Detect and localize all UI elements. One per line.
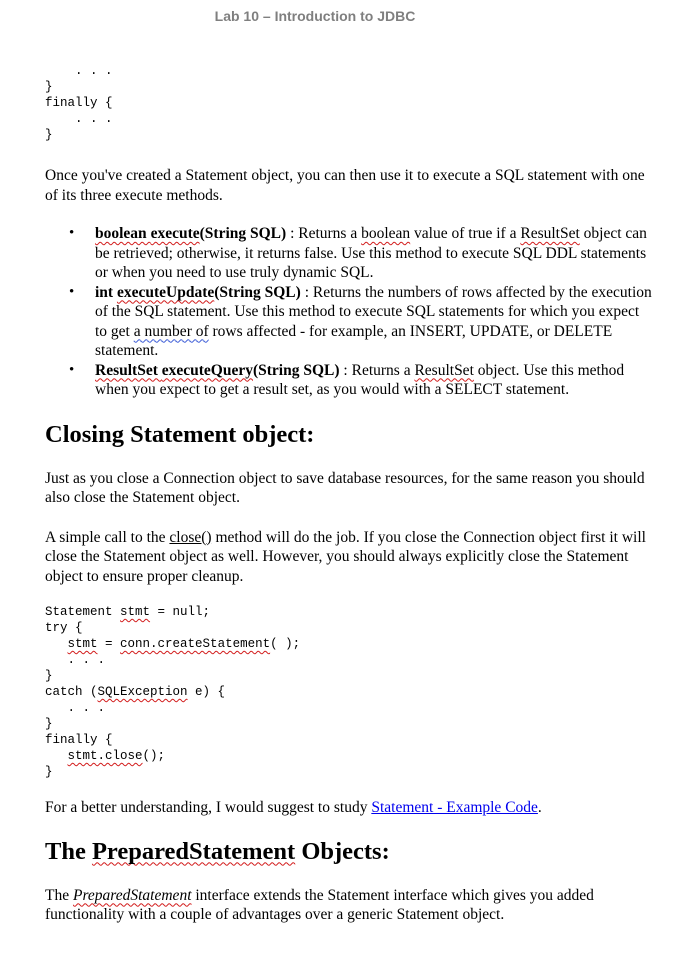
- section-heading-prepared-statement: The PreparedStatement Objects:: [45, 837, 390, 865]
- code-line: finally {: [45, 96, 113, 110]
- intro-paragraph: Once you've created a Statement object, you can then use it to execute a SQL statement with one of its three execute methods.: [45, 167, 645, 204]
- bullet-icon: •: [69, 283, 75, 300]
- document-body: [45, 63, 655, 925]
- method-signature: ResultSet executeQuery(String SQL): [95, 361, 340, 379]
- paragraph: A simple call to the close() method will do the job. If you close the Connection object first it will close the Statement object as well. However, you should always explicitly close the Statement object to ensure proper cleanup.: [45, 528, 646, 585]
- code-line: }: [45, 128, 53, 142]
- paragraph: The PreparedStatement interface extends the Statement interface which gives you added functionality with a couple of advantages over a generic Statement object.: [45, 886, 594, 923]
- method-signature: int executeUpdate(String SQL): [95, 283, 301, 301]
- code-line: . . .: [45, 112, 113, 126]
- code-block-close-statement: Statement stmt = null; try { stmt = conn.createStatement( ); . . . } catch (SQLException e) { . . . } finally { stmt.close(); }: [45, 605, 301, 779]
- list-item: • int executeUpdate(String SQL) : Returns the numbers of rows affected by the execution of the SQL statement. Use this method to execute SQL statements for which you expect to get a number of rows affected - for example, an INSERT, UPDATE, or DELETE statement.: [69, 283, 652, 359]
- list-item: • boolean execute(String SQL) : Returns a boolean value of true if a ResultSet object can be retrieved; otherwise, it returns false. Use this method to execute SQL DDL statements or when you need to use truly dynamic SQL.: [69, 225, 647, 281]
- paragraph: For a better understanding, I would suggest to study Statement - Example Code.: [45, 799, 542, 816]
- code-block-finally: [45, 63, 655, 143]
- method-signature: boolean execute(String SQL): [95, 225, 287, 242]
- page-header: Lab 10 – Introduction to JDBC: [214, 8, 416, 24]
- list-item: • ResultSet executeQuery(String SQL) : Returns a ResultSet object. Use this method when you expect to get a result set, as you would with a SELECT statement.: [69, 361, 625, 398]
- bullet-icon: •: [69, 225, 75, 241]
- code-line: }: [45, 80, 53, 94]
- code-line: . . .: [45, 64, 113, 78]
- paragraph: Just as you close a Connection object to save database resources, for the same reason you should also close the Statement object.: [45, 469, 645, 506]
- section-heading-closing-statement: Closing Statement object:: [45, 420, 315, 448]
- execute-methods-list: [45, 224, 655, 400]
- statement-example-code-link[interactable]: Statement - Example Code: [371, 799, 538, 816]
- bullet-icon: •: [69, 361, 75, 378]
